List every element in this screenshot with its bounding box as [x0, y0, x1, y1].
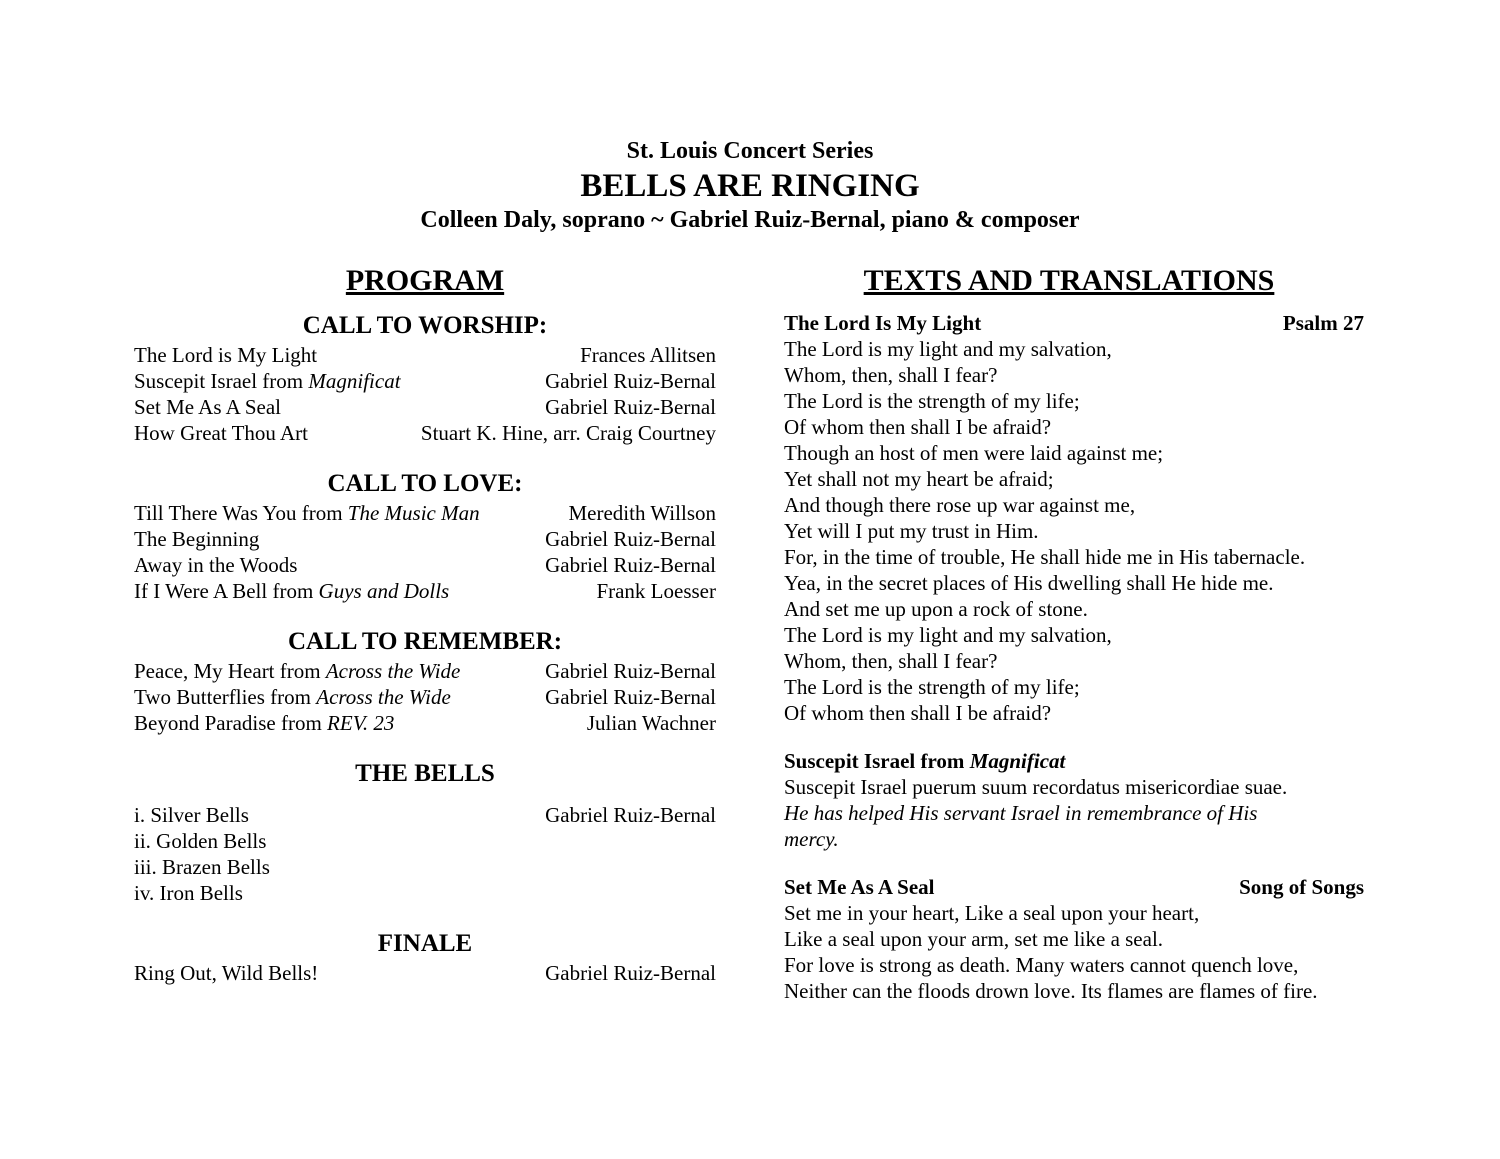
composer: Gabriel Ruiz-Bernal — [545, 685, 716, 709]
program-item — [134, 552, 716, 578]
composer: Gabriel Ruiz-Bernal — [545, 395, 716, 419]
work-title: iii. Brazen Bells — [134, 855, 270, 879]
texts-column — [784, 262, 1364, 1004]
text-line: The Lord is my light and my salvation, — [784, 623, 1112, 647]
concert-title: BELLS ARE RINGING — [580, 168, 920, 204]
performers-line: Colleen Daly, soprano ~ Gabriel Ruiz-Bernal, piano & composer — [420, 207, 1080, 233]
text-piece-title: The Lord Is My Light — [784, 311, 982, 335]
section-heading-the-bells: THE BELLS — [355, 760, 495, 787]
section-heading-call-to-remember: CALL TO REMEMBER: — [287, 628, 563, 655]
program-item — [134, 526, 716, 552]
work-title: Set Me As A Seal — [134, 395, 282, 419]
program-item — [134, 710, 716, 736]
text-line: For love is strong as death. Many waters cannot quench love, — [784, 953, 1299, 977]
section-heading-call-to-worship: CALL TO WORSHIP: — [302, 312, 548, 339]
text-piece-header — [784, 874, 1364, 900]
text-piece-title: Suscepit Israel from Magnificat — [784, 749, 1066, 773]
work-title: ii. Golden Bells — [134, 829, 267, 853]
work-title: Suscepit Israel from Magnificat — [134, 369, 401, 393]
composer: Gabriel Ruiz-Bernal — [545, 527, 716, 551]
program-column — [134, 262, 716, 986]
program-item — [134, 500, 716, 526]
text-line: The Lord is my light and my salvation, — [784, 337, 1112, 361]
program-item — [134, 420, 716, 446]
program-item — [134, 342, 716, 368]
text-line: Of whom then shall I be afraid? — [784, 701, 1052, 725]
program-item — [134, 880, 716, 906]
composer: Stuart K. Hine, arr. Craig Courtney — [420, 421, 716, 445]
work-title: The Lord is My Light — [134, 343, 318, 367]
composer: Frances Allitsen — [580, 343, 716, 367]
composer: Gabriel Ruiz-Bernal — [545, 369, 716, 393]
program-item — [134, 854, 716, 880]
text-piece-header — [784, 748, 1364, 774]
text-piece-header — [784, 310, 1364, 336]
text-line: Yet shall not my heart be afraid; — [784, 467, 1054, 491]
work-title: The Beginning — [134, 527, 260, 551]
composer: Gabriel Ruiz-Bernal — [545, 961, 716, 985]
text-line: Though an host of men were laid against me; — [784, 441, 1164, 465]
program-item — [134, 368, 716, 394]
translation-line: mercy. — [784, 827, 839, 851]
composer: Gabriel Ruiz-Bernal — [545, 659, 716, 683]
work-title: If I Were A Bell from Guys and Dolls — [134, 579, 450, 603]
concert-series: St. Louis Concert Series — [626, 138, 874, 164]
work-title: How Great Thou Art — [134, 421, 308, 445]
program-item — [134, 960, 716, 986]
text-line: Of whom then shall I be afraid? — [784, 415, 1052, 439]
work-title: i. Silver Bells — [134, 803, 249, 827]
composer: Gabriel Ruiz-Bernal — [545, 553, 716, 577]
text-line: Whom, then, shall I fear? — [784, 363, 998, 387]
composer: Julian Wachner — [586, 711, 716, 735]
section-heading-finale: FINALE — [377, 930, 473, 957]
composer: Meredith Willson — [568, 501, 716, 525]
text-line: Set me in your heart, Like a seal upon your heart, — [784, 901, 1200, 925]
text-line: And though there rose up war against me, — [784, 493, 1136, 517]
program-item — [134, 578, 716, 604]
text-line: Suscepit Israel puerum suum recordatus misericordiae suae. — [784, 775, 1288, 799]
program-item — [134, 394, 716, 420]
text-line: For, in the time of trouble, He shall hide me in His tabernacle. — [784, 545, 1306, 569]
text-line: And set me up upon a rock of stone. — [784, 597, 1088, 621]
text-piece-title: Set Me As A Seal — [784, 875, 935, 899]
text-line: Yet will I put my trust in Him. — [784, 519, 1039, 543]
composer: Frank Loesser — [596, 579, 716, 603]
translation-line: He has helped His servant Israel in remembrance of His — [784, 801, 1258, 825]
text-line: The Lord is the strength of my life; — [784, 389, 1080, 413]
text-piece-source: Song of Songs — [1239, 875, 1364, 899]
text-line: Like a seal upon your arm, set me like a seal. — [784, 927, 1164, 951]
program-item — [134, 828, 716, 854]
text-line: Yea, in the secret places of His dwelling shall He hide me. — [784, 571, 1274, 595]
work-title: Peace, My Heart from Across the Wide — [134, 659, 461, 683]
work-title: Beyond Paradise from REV. 23 — [134, 711, 395, 735]
text-line: Whom, then, shall I fear? — [784, 649, 998, 673]
text-line: Neither can the floods drown love. Its flames are flames of fire. — [784, 979, 1318, 1003]
section-heading-call-to-love: CALL TO LOVE: — [327, 470, 523, 497]
composer: Gabriel Ruiz-Bernal — [545, 803, 716, 827]
work-title: Away in the Woods — [134, 553, 298, 577]
texts-heading: TEXTS AND TRANSLATIONS — [863, 264, 1275, 297]
work-title: Till There Was You from The Music Man — [134, 501, 480, 525]
text-line: The Lord is the strength of my life; — [784, 675, 1080, 699]
text-piece-source: Psalm 27 — [1282, 311, 1364, 335]
work-title: iv. Iron Bells — [134, 881, 243, 905]
program-item — [134, 658, 716, 684]
program-item — [134, 802, 716, 828]
program-item — [134, 684, 716, 710]
work-title: Ring Out, Wild Bells! — [134, 961, 319, 985]
program-heading: PROGRAM — [345, 264, 505, 297]
work-title: Two Butterflies from Across the Wide — [134, 685, 451, 709]
